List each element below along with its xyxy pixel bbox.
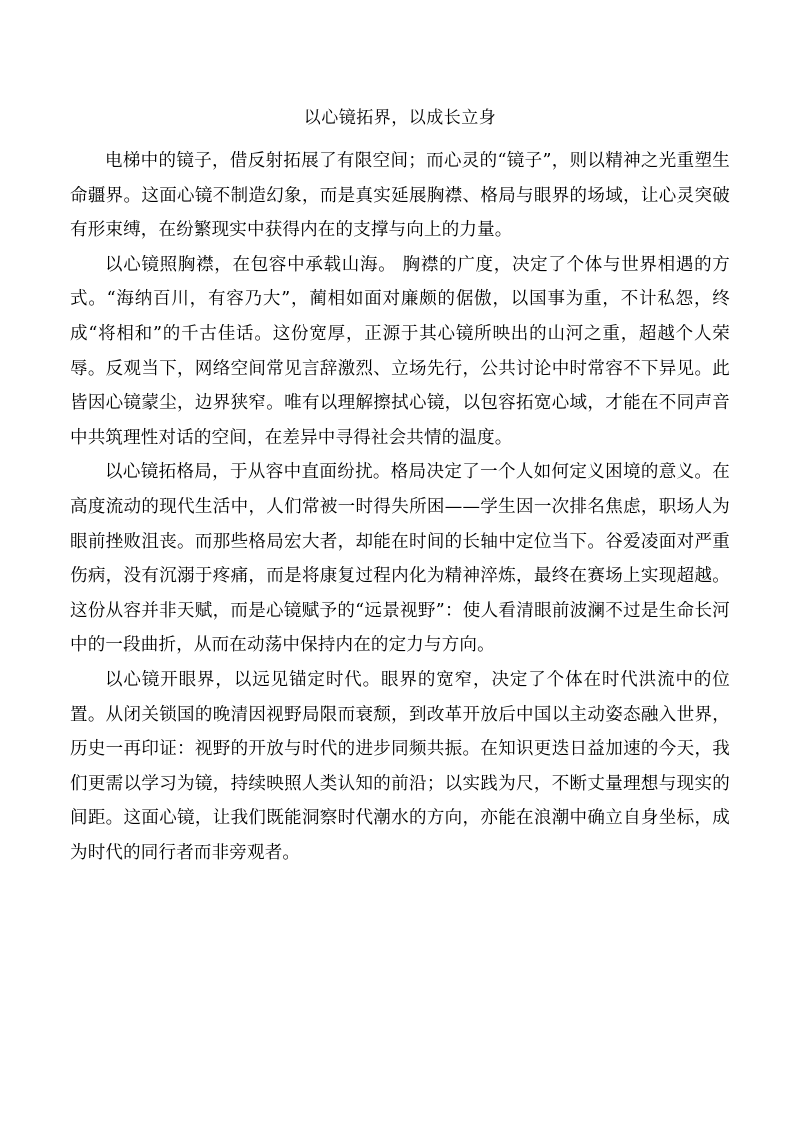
paragraph-intro: 电梯中的镜子，借反射拓展了有限空间；而心灵的“镜子”，则以精神之光重塑生命疆界。这面心镜不制造幻象，而是真实延展胸襟、格局与眼界的场域，让心灵突破有形束缚，在纷繁现实中获得内在的支撑与向上的力量。 [70, 151, 730, 241]
paragraph-mind: 以心镜照胸襟，在包容中承载山海。 胸襟的广度，决定了个体与世界相遇的方式。“海纳百川，有容乃大”，蔺相如面对廉颇的倨傲，以国事为重，不计私怨，终成“将相和”的千古佳话。这份宽厚，正源于其心镜所映出的山河之重，超越个人荣辱。反观当下，网络空间常见言辞激烈、立场先行，公共讨论中时常容不下异见。此皆因心镜蒙尘，边界狭窄。唯有以理解擦拭心镜，以包容拓宽心域，才能在不同声音中共筑理性对话的空间，在差异中寻得社会共情的温度。 [70, 254, 730, 448]
essay-title: 以心镜拓界，以成长立身 [303, 108, 497, 128]
document-page [70, 96, 730, 870]
paragraph-vision: 以心镜拓格局，于从容中直面纷扰。格局决定了一个人如何定义困境的意义。在高度流动的现代生活中，人们常被一时得失所困——学生因一次排名焦虑，职场人为眼前挫败沮丧。而那些格局宏大者，却能在时间的长轴中定位当下。谷爱凌面对严重伤病，没有沉溺于疼痛，而是将康复过程内化为精神淬炼，最终在赛场上实现超越。这份从容并非天赋，而是心镜赋予的“远景视野”：使人看清眼前波澜不过是生命长河中的一段曲折，从而在动荡中保持内在的定力与方向。 [70, 462, 730, 656]
paragraph-horizon: 以心镜开眼界，以远见锚定时代。眼界的宽窄，决定了个体在时代洪流中的位置。从闭关锁国的晚清因视野局限而衰颓，到改革开放后中国以主动姿态融入世界，历史一再印证：视野的开放与时代的进步同频共振。在知识更迭日益加速的今天，我们更需以学习为镜，持续映照人类认知的前沿；以实践为尺，不断丈量理想与现实的间距。这面心镜，让我们既能洞察时代潮水的方向，亦能在浪潮中确立自身坐标，成为时代的同行者而非旁观者。 [70, 669, 730, 863]
